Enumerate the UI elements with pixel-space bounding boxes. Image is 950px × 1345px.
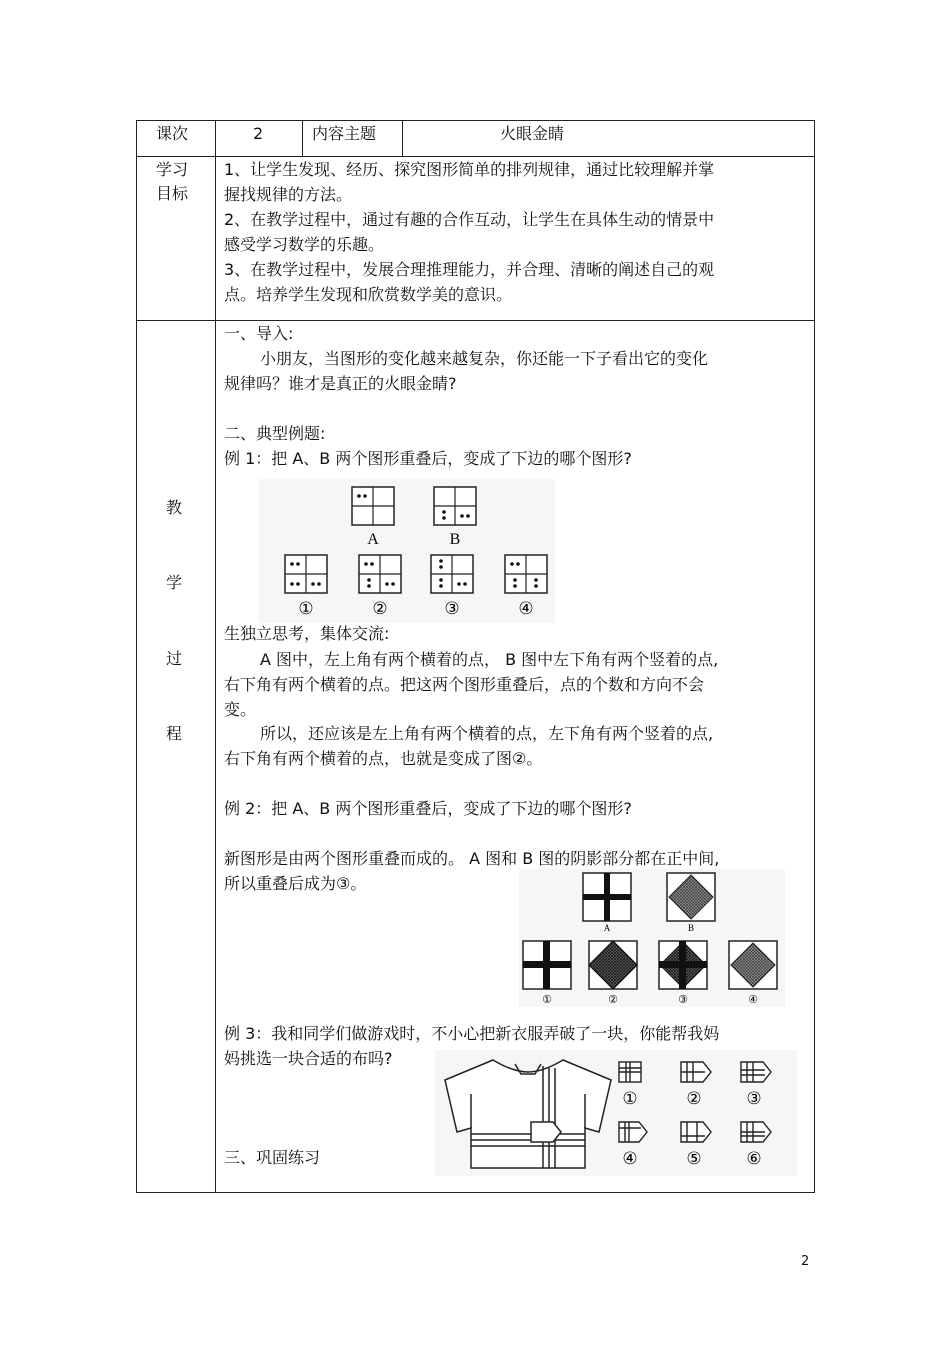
table-border-left — [136, 120, 137, 1193]
ex2-option-label: ① — [542, 994, 552, 1006]
ex1-option-label: ③ — [444, 599, 460, 618]
ex3-question-line: 妈挑选一块合适的布吗? — [224, 1049, 393, 1068]
ex2-explain-line: 所以重叠后成为③。 — [224, 874, 367, 893]
ex1-explain-line: 右下角有两个横着的点，也就是变成了图②。 — [224, 749, 543, 768]
ex3-option-1-shape — [619, 1062, 641, 1082]
ex2-option-label: ③ — [678, 994, 688, 1006]
ex2-question: 例 2：把 A、B 两个图形重叠后，变成了下边的哪个图形? — [224, 799, 632, 818]
intro-line: 规律吗？谁才是真正的火眼金睛? — [224, 374, 457, 393]
ex3-option-label: ① — [622, 1089, 638, 1108]
ex1-option-3-shape — [431, 555, 473, 593]
ex1-discussion: 生独立思考，集体交流: — [224, 624, 390, 643]
table-col-divider-header-2 — [402, 120, 403, 157]
lesson-number: 2 — [253, 124, 264, 143]
ex1-explain-line: 所以，还应该是左上角有两个横着的点，左下角有两个竖着的点, — [260, 724, 714, 743]
table-row-divider-1 — [136, 156, 815, 157]
ex3-option-label: ③ — [746, 1089, 762, 1108]
ex2-explain-line: 新图形是由两个图形重叠而成的。 A 图和 B 图的阴影部分都在正中间, — [224, 849, 720, 868]
topic-label: 内容主题 — [312, 124, 377, 143]
lesson-label: 课次 — [156, 124, 189, 143]
process-label-char: 学 — [166, 573, 183, 592]
ex2-option-label: ② — [608, 994, 618, 1006]
ex2-option-4-shape — [729, 941, 777, 989]
ex1-option-label: ① — [298, 599, 314, 618]
ex3-option-label: ⑤ — [686, 1149, 702, 1168]
table-border-right — [814, 120, 815, 1193]
process-label-char: 教 — [166, 498, 183, 517]
process-label-char: 过 — [166, 649, 183, 668]
ex1-option-label: ④ — [518, 599, 534, 618]
ex1-shape-b — [434, 487, 476, 525]
ex2-option-2-shape — [589, 941, 637, 989]
topic-value: 火眼金睛 — [500, 124, 565, 143]
ex1-figure — [259, 479, 555, 623]
table-row-divider-2 — [136, 320, 815, 321]
ex3-question-line: 例 3：我和同学们做游戏时，不小心把新衣服弄破了一块，你能帮我妈 — [224, 1024, 720, 1043]
intro-line: 小朋友，当图形的变化越来越复杂，你还能一下子看出它的变化 — [260, 349, 709, 368]
ex1-option-label: ② — [372, 599, 388, 618]
ex1-option-4-shape — [505, 555, 547, 593]
practice-heading: 三、巩固练习 — [224, 1148, 321, 1167]
table-col-divider-main — [215, 120, 216, 1193]
table-col-divider-header-1 — [302, 120, 303, 157]
ex1-explain-line: 变。 — [224, 700, 257, 719]
table-border-top — [136, 120, 815, 121]
ex1-option-2-shape — [359, 555, 401, 593]
page-number: 2 — [801, 1254, 810, 1269]
ex2-option-label: ④ — [748, 994, 758, 1006]
ex3-figure — [435, 1050, 797, 1176]
intro-heading: 一、导入: — [224, 324, 294, 343]
ex2-figure — [519, 869, 785, 1007]
ex2-shape-a — [583, 873, 631, 921]
ex2-option-3-shape — [659, 941, 707, 989]
objective-line: 感受学习数学的乐趣。 — [224, 235, 385, 254]
ex2-option-1-shape — [523, 941, 571, 989]
ex3-option-label: ④ — [622, 1149, 638, 1168]
ex2-shape-b — [667, 873, 715, 921]
objective-line: 1、让学生发现、经历、探究图形简单的排列规律，通过比较理解并掌 — [224, 160, 715, 179]
process-label-char: 程 — [166, 724, 183, 743]
objective-line: 2、在教学过程中，通过有趣的合作互动，让学生在具体生动的情景中 — [224, 210, 715, 229]
objective-line: 3、在教学过程中，发展合理推理能力，并合理、清晰的阐述自己的观 — [224, 260, 715, 279]
ex1-label-a: A — [367, 531, 379, 548]
ex3-option-label: ⑥ — [746, 1149, 762, 1168]
objectives-label-line2: 目标 — [156, 184, 189, 203]
ex1-label-b: B — [449, 531, 461, 548]
ex3-option-label: ② — [686, 1089, 702, 1108]
examples-heading: 二、典型例题: — [224, 424, 326, 443]
ex2-label-b: B — [687, 923, 695, 933]
ex1-option-1-shape — [285, 555, 327, 593]
table-border-bottom — [136, 1192, 815, 1193]
ex1-shape-a — [352, 487, 394, 525]
objective-line: 点。培养学生发现和欣赏数学美的意识。 — [224, 285, 513, 304]
objective-line: 握找规律的方法。 — [224, 185, 353, 204]
objectives-label-line1: 学习 — [156, 160, 189, 179]
ex1-explain-line: 右下角有两个横着的点。把这两个图形重叠后，点的个数和方向不会 — [224, 675, 705, 694]
ex1-question: 例 1：把 A、B 两个图形重叠后，变成了下边的哪个图形? — [224, 449, 632, 468]
ex2-label-a: A — [603, 923, 611, 933]
ex1-explain-line: A 图中，左上角有两个横着的点， B 图中左下角有两个竖着的点, — [260, 650, 719, 669]
